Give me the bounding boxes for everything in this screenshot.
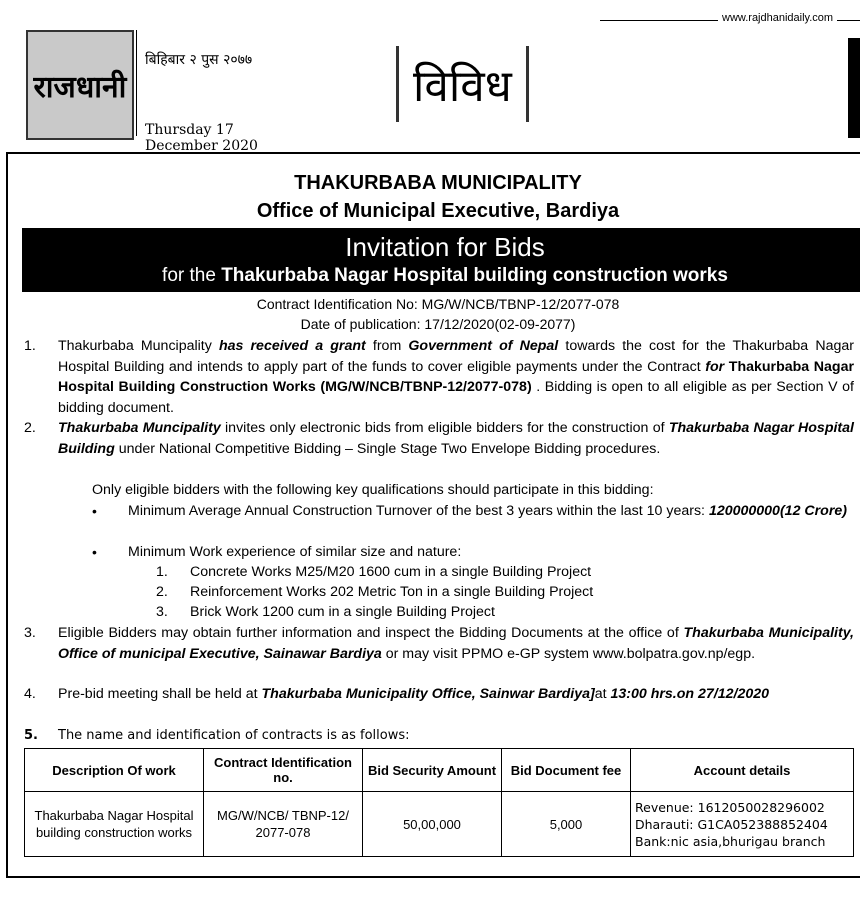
sub2-num: 2.: [156, 584, 168, 600]
sub3: Brick Work 1200 cum in a single Building Project: [190, 604, 495, 620]
bullet2: Minimum Work experience of similar size and nature:: [128, 544, 462, 560]
bullet1: [128, 501, 854, 522]
bullet1-dot: •: [92, 503, 97, 519]
para1-c: from: [365, 338, 409, 354]
bullet1-amount: 120000000(12 Crore): [708, 503, 847, 519]
newspaper-url: www.rajdhanidaily.com: [718, 12, 837, 24]
cell-contract-id: MG/W/NCB/ TBNP-12/ 2077-078: [204, 792, 363, 857]
para1-gov: Government of Nepal: [408, 338, 559, 354]
sub3-num: 3.: [156, 604, 168, 620]
para4-time: 13:00 hrs.on 27/12/2020: [610, 686, 770, 702]
para4-venue: Thakurbaba Municipality Office, Sainwar Bardiya]: [261, 686, 595, 702]
cell-description: Thakurbaba Nagar Hospital building construction works: [25, 792, 204, 857]
notice-subheading: [22, 264, 860, 288]
para3-office: Thakurbaba Municipality, Office of municipal Executive, Sainawar Bardiya: [58, 625, 854, 662]
next-masthead-edge: [848, 38, 860, 138]
date-english: Thursday 17 December 2020: [145, 122, 258, 154]
notice-office: Office of Municipal Executive, Bardiya: [256, 200, 620, 222]
sub1: Concrete Works M25/M20 1600 cum in a single Building Project: [190, 564, 592, 580]
contracts-table: [24, 748, 854, 857]
section-bar-right: [526, 46, 529, 122]
para1-a: Thakurbaba Muncipality: [58, 338, 219, 354]
cell-fee: 5,000: [502, 792, 631, 857]
para5-num: 5.: [24, 728, 38, 743]
contract-id-line: Contract Identification No: MG/W/NCB/TBNP-12/2077-078: [256, 296, 620, 312]
notice-heading: Invitation for Bids: [345, 232, 545, 262]
para3-num: 3.: [24, 625, 36, 641]
para1: [58, 336, 854, 418]
col-security: Bid Security Amount: [363, 749, 502, 792]
col-description: Description Of work: [25, 749, 204, 792]
para4: [58, 684, 854, 705]
bullet2-dot: •: [92, 544, 97, 560]
para3-a: Eligible Bidders may obtain further information and inspect the Bidding Documents at the office of: [58, 625, 684, 641]
publication-date-line: Date of publication: 17/12/2020(02-09-2077): [300, 316, 576, 332]
qualifications-intro: Only eligible bidders with the following key qualifications should participate in this bidding:: [92, 482, 654, 498]
para4-a: Pre-bid meeting shall be held at: [58, 686, 262, 702]
para1-grant: has received a grant: [218, 338, 366, 354]
bullet1-text: Minimum Average Annual Construction Turnover of the best 3 years within the last 10 years:: [128, 503, 709, 519]
para1-num: 1.: [24, 338, 36, 354]
para3: [58, 623, 854, 664]
cell-account: [631, 792, 854, 857]
para2-building: Thakurbaba Nagar Hospital Building: [58, 420, 854, 457]
newspaper-header: [0, 0, 860, 154]
para1-for: for: [705, 358, 725, 375]
col-fee: Bid Document fee: [502, 749, 631, 792]
para2-num: 2.: [24, 420, 36, 436]
date-box: [136, 30, 277, 154]
para4-num: 4.: [24, 686, 36, 702]
account-dharauti: Dharauti: G1CA052388852404: [635, 816, 828, 832]
para2: [58, 418, 854, 459]
para5: The name and identification of contracts is as follows:: [58, 728, 410, 743]
account-revenue: Revenue: 1612050028296002: [635, 799, 825, 815]
notice-org: THAKURBABA MUNICIPALITY: [294, 172, 582, 194]
subheading-bold: Thakurbaba Nagar Hospital building construction works: [221, 265, 728, 286]
sub1-num: 1.: [156, 564, 168, 580]
sub2: Reinforcement Works 202 Metric Ton in a single Building Project: [190, 584, 594, 600]
cell-security: 50,00,000: [363, 792, 502, 857]
para2-muni: Thakurbaba Muncipality: [58, 420, 221, 436]
account-bank: Bank:nic asia,bhurigau branch: [635, 833, 826, 849]
col-account: Account details: [631, 749, 854, 792]
para4-c: at: [594, 686, 611, 702]
col-contract-id: Contract Identification no.: [204, 749, 363, 792]
subheading-pre: for the: [162, 265, 222, 286]
date-nepali: बिहिबार २ पुस २०७७: [145, 52, 253, 68]
para2-b: invites only electronic bids from eligible bidders for the construction of: [220, 420, 669, 436]
newspaper-masthead: राजधानी: [26, 30, 134, 140]
para1-works: Thakurbaba Nagar Hospital Building Construction Works (MG/W/NCB/TBNP-12/2077-078): [58, 358, 854, 395]
table-header-row: [25, 749, 854, 792]
table-row: [25, 792, 854, 857]
section-name: विविध: [413, 61, 512, 112]
section-title: [396, 44, 529, 124]
bid-notice: [6, 152, 860, 878]
para2-d: under National Competitive Bidding – Single Stage Two Envelope Bidding procedures.: [114, 440, 661, 457]
para3-c: or may visit PPMO e-GP system www.bolpatra.gov.np/egp.: [381, 645, 756, 662]
para1-e: towards the cost for the Thakurbaba Nagar Hospital Building and intends to apply part of the funds to cover eligible payments under the Contract: [58, 338, 854, 375]
para1-h: . Bidding is open to all eligible as per Section V of bidding document.: [58, 379, 854, 416]
notice-title-band: [22, 228, 860, 292]
